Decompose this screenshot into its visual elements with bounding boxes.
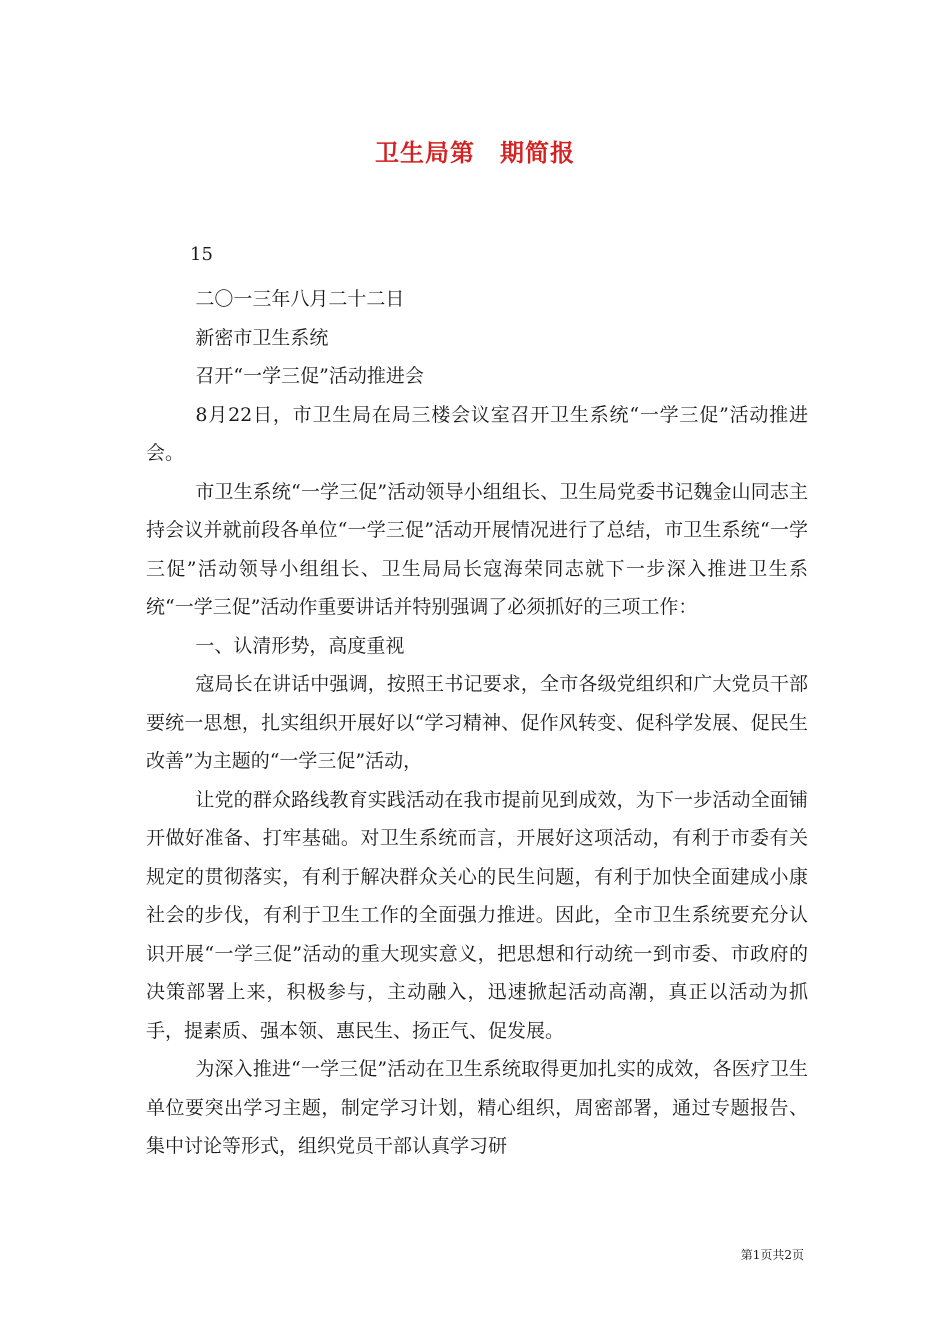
organization-line: 新密市卫生系统 — [195, 326, 329, 349]
paragraph: 8月22日，市卫生局在局三楼会议室召开卫生系统“一学三促”活动推进会。 — [146, 403, 808, 464]
date-line: 二〇一三年八月二十二日 — [195, 288, 405, 310]
paragraph: 寇局长在讲话中强调，按照王书记要求，全市各级党组织和广大党员干部要统一思想，扎实组织开展好以“学习精神、促作风转变、促科学发展、促民生改善”为主题的“一学三促”活动， — [146, 673, 808, 772]
issue-number: 15 — [190, 244, 213, 265]
document-title: 卫生局第 期简报 — [375, 138, 575, 167]
document-body — [146, 280, 808, 1166]
headline-line: 召开“一学三促”活动推进会 — [195, 365, 424, 387]
paragraph: 为深入推进“一学三促”活动在卫生系统取得更加扎实的成效，各医疗卫生单位要突出学习主题，制定学习计划，精心组织，周密部署，通过专题报告、集中讨论等形式，组织党员干部认真学习研 — [146, 1058, 808, 1157]
paragraph: 让党的群众路线教育实践活动在我市提前见到成效，为下一步活动全面铺开做好准备、打牢基础。对卫生系统而言，开展好这项活动，有利于市委有关规定的贯彻落实，有利于解决群众关心的民生问题，有利于加快全面建成小康社会的步伐，有利于卫生工作的全面强力推进。因此，全市卫生系统要充分认识开展“一学三促”活动的重大现实意义，把思想和行动统一到市委、市政府的决策部署上来，积极参与，主动融入，迅速掀起活动高潮，真正以活动为抓手，提素质、强本领、惠民生、扬正气、促发展。 — [146, 788, 808, 1042]
paragraph: 市卫生系统“一学三促”活动领导小组组长、卫生局党委书记魏金山同志主持会议并就前段各单位“一学三促”活动开展情况进行了总结，市卫生系统“一学三促”活动领导小组组长、卫生局局长寇海荣同志就下一步深入推进卫生系统“一学三促”活动作重要讲话并特别强调了必须抓好的三项工作： — [146, 480, 808, 618]
section-heading: 一、认清形势，高度重视 — [195, 634, 405, 657]
page-footer: 第1页共2页 — [740, 1248, 804, 1262]
